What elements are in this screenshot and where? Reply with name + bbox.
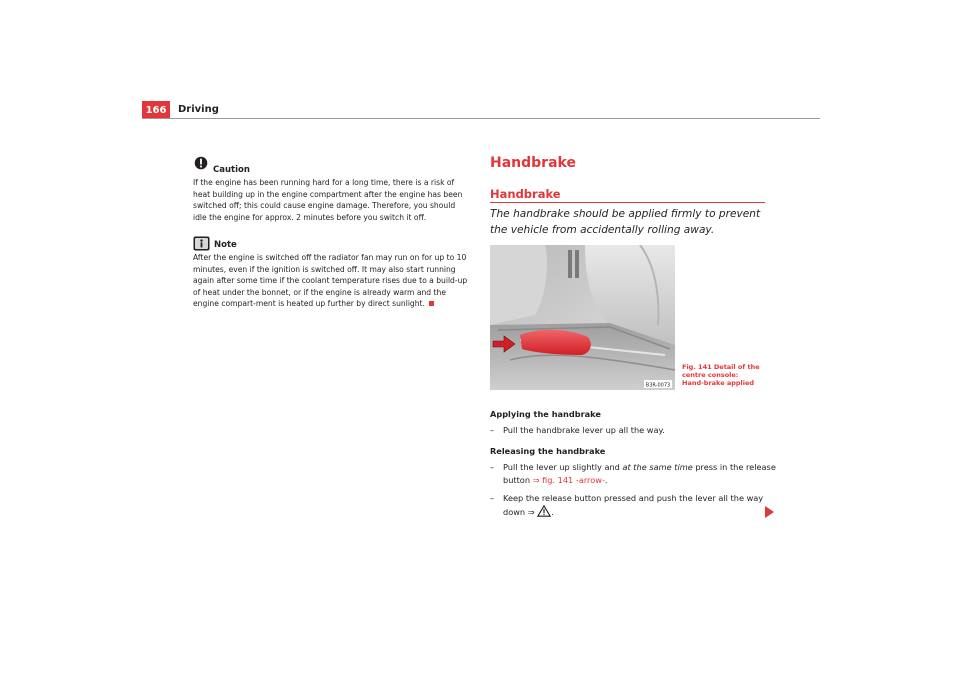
list-dash: – [490, 425, 495, 435]
figure-code: B3R-0073 [645, 382, 671, 389]
handbrake-figure [490, 245, 675, 390]
warning-triangle-icon[interactable] [537, 505, 551, 517]
list-dash: – [490, 493, 495, 503]
step-text: . [551, 507, 554, 517]
note-title: Note [214, 240, 237, 250]
page-number: 166 [145, 105, 167, 116]
list-dash: – [490, 462, 495, 472]
header-rule [142, 118, 820, 119]
caution-text: If the engine has been running hard for a long time, there is a risk of heat building up in the engine compartment after the engine has been switched off; this could cause engine damage. Therefore, you should idle the engine for approx. 2 minutes before you switch it off. [193, 178, 463, 222]
releasing-heading: Releasing the handbrake [490, 446, 606, 456]
step-text: press in the release button [503, 462, 776, 485]
warning-ref-arrow: ⇒ [527, 507, 535, 517]
step-text: . [604, 475, 608, 485]
exclamation-circle-icon [193, 156, 209, 170]
applying-step-text: Pull the handbrake lever up all the way. [503, 425, 665, 435]
releasing-step-2 [490, 492, 783, 519]
note-text-body: After the engine is switched off the radiator fan may run on for up to 10 minutes, even if the ignition is switched off. It may also start running again after some time if the coolant temperature rises due to a build-up of heat under the bonnet, or if the engine is already warm and the engine compart-ment is heated up further by direct sunlight. [193, 253, 468, 308]
section-subtitle: Handbrake [490, 187, 561, 201]
figure-caption: Fig. 141 Detail of the centre console: Hand-brake applied [682, 363, 760, 387]
handbrake-illustration [490, 245, 675, 390]
step-text: Pull the lever up slightly and [503, 462, 623, 472]
next-page-arrow-icon[interactable] [765, 506, 774, 518]
chapter-title: Driving [178, 104, 219, 115]
section-title: Handbrake [490, 155, 576, 171]
note-text [193, 252, 469, 310]
releasing-step-1 [490, 461, 783, 487]
applying-step [490, 424, 783, 437]
section-intro: The handbrake should be applied firmly to prevent the vehicle from accidentally rolling away. [490, 208, 761, 236]
subtitle-rule [490, 202, 765, 203]
caution-title: Caution [213, 165, 250, 175]
step-emphasis: at the same time [622, 462, 693, 472]
applying-heading: Applying the handbrake [490, 409, 601, 419]
figure-link[interactable]: ⇒ fig. 141 -arrow- [532, 475, 605, 485]
end-marker [429, 301, 434, 306]
step-text: Keep the release button pressed and push the lever all the way down [503, 493, 764, 517]
info-i-icon [193, 236, 210, 251]
